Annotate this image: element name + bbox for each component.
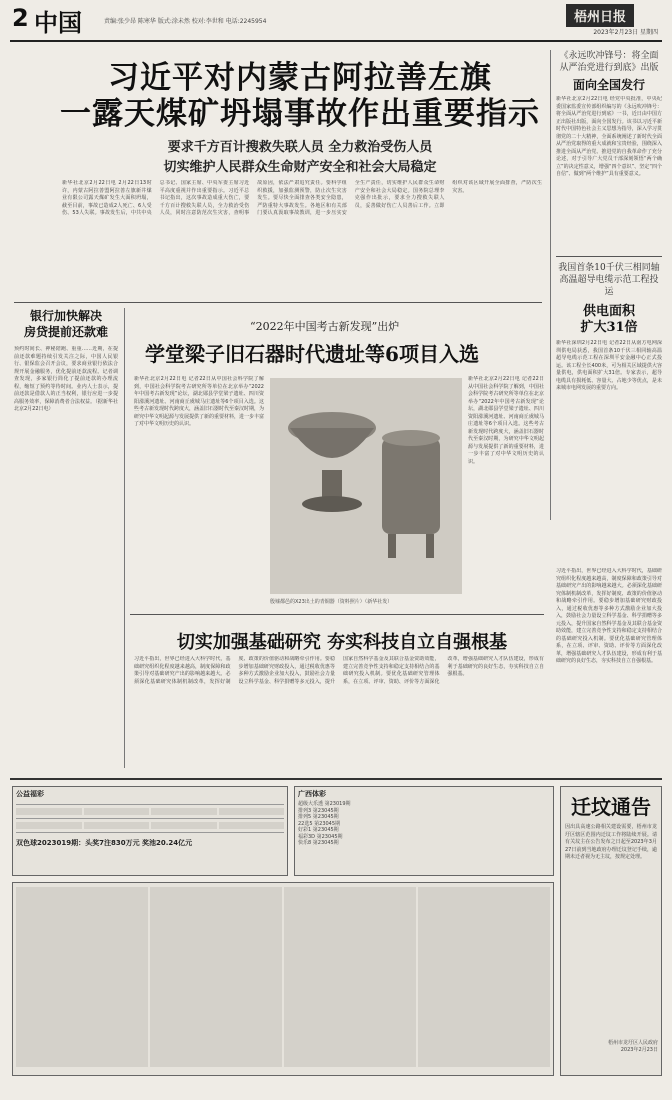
archaeology-body-cont: 新华社北京2月22日电 记者22日从中国社会科学院了解到，中国社会科学院考古研究所等单位在北京举办“2022年中国考古新发现”论坛，湖北郧县学堂梁子遗址、四川资阳濛溪河遗址、河南商丘虞城马庄遗址等6个项目入选。这些考古新发现时代跨度大，涵盖旧石器时代至秦汉时期，为研究中华文明起源与发展提供了新的重要材料，进一步丰富了对中华文明历史的认识。 bbox=[468, 376, 544, 465]
power-news-kicker: 我国首条10千伏三相同轴高温超导电缆示范工程投运 bbox=[558, 263, 660, 297]
divider bbox=[556, 256, 662, 257]
loans-story bbox=[14, 308, 118, 768]
welfare-lottery-ad bbox=[12, 786, 288, 876]
archaeology-body: 新华社北京2月22日电 记者22日从中国社会科学院了解到，中国社会科学院考古研究所等单位在北京举办“2022年中国考古新发现”论坛，湖北郧县学堂梁子遗址、四川资阳濛溪河遗址、河南商丘虞城马庄遗址等6个项目入选。这些考古新发现时代跨度大，涵盖旧石器时代至秦汉时期，为研究中华文明起源与发展提供了新的重要材料，进一步丰富了对中华文明历史的认识。 bbox=[134, 376, 264, 427]
page-number: 2 bbox=[12, 4, 29, 32]
archaeology-headline: 学堂梁子旧石器时代遗址等6项目入选 bbox=[145, 342, 479, 366]
science-body-cont: 习近平指出，世界已经进入大科学时代，基础研究组织化程度越来越高，制度保障和政策引导对基础研究产出的影响越来越大。必须深化基础研究体制机制改革，发挥好制度、政策的价值驱动和战略牵引作用。要稳步增加基础研究财政投入，通过税收优惠等多种方式激励企业加大投入，鼓励社会力量设立科学基金、科学捐赠等多元投入，提升国家自然科学基金及其联合基金资助效能，建立完善竞争性支持和稳定支持相结合的基础研究投入机制。要优化基础研究管理体系，在立项、评审、资助、评价等方面深化改革，增强基础研究人才队伍建设，形成有利于基础研究的良好生态，夯实科技自立自强根基。 bbox=[556, 568, 662, 664]
divider bbox=[130, 614, 544, 615]
notice-sign: 梧州市龙圩区人民政府 bbox=[607, 1040, 658, 1046]
lottery-tables bbox=[12, 882, 554, 1076]
sports-lottery-ad: 广西体彩 超级大乐透 第23019期 排列3 第23045期 排列5 第23045期 22选5 第23045期 好彩1 第23045期 福彩3D 第23045期 快乐8 第23045期 bbox=[294, 786, 554, 876]
notice-title: 迁坟通告 bbox=[571, 795, 651, 819]
divider bbox=[14, 302, 542, 303]
grave-relocation-notice bbox=[560, 786, 662, 1076]
science-body: 习近平指出，世界已经进入大科学时代，基础研究组织化程度越来越高，制度保障和政策引导对基础研究产出的影响越来越大。必须深化基础研究体制机制改革，发挥好制度、政策的价值驱动和战略牵引作用。要稳步增加基础研究财政投入，通过税收优惠等多种方式激励企业加大投入，鼓励社会力量设立科学基金、科学捐赠等多元投入，提升国家自然科学基金及其联合基金资助效能，建立完善竞争性支持和稳定支持相结合的基础研究投入机制。要优化基础研究管理体系，在立项、评审、资助、评价等方面深化改革，增强基础研究人才队伍建设，形成有利于基础研究的良好生态，夯实科技自立自强根基。 bbox=[134, 656, 544, 685]
lead-body: 新华社北京2月22日电 2月22日13时许，内蒙古阿拉善盟阿拉善左旗新井煤业有限公司露天煤矿发生大面积坍塌，截至目前，事故已造成2人死亡、6人受伤、53人失联。事故发生后，中共中央总书记、国家主席、中央军委主席习近平高度重视并作出重要指示。习近平总书记指出，这次事故造成重大伤亡，要千方百计搜救失联人员，全力救治受伤人员，同时注意防范次生灾害，查明事故原因，依法严肃追究责任。要科学组织救援，加强监测预警，防止次生灾害发生。要尽快全面排查各类安全隐患，严防重特大事故发生。各地区和有关部门要认真汲取事故教训，进一步压实安全生产责任，切实维护人民群众生命财产安全和社会大局稳定。国务院总理李克强作出批示，要求全力搜救失联人员，妥善做好伤亡人员善后工作。立即组织对该区域开展全面排查，严防次生灾害。 bbox=[62, 180, 542, 216]
sports-title: 广西体彩 bbox=[298, 790, 326, 798]
loans-title: 银行加快解决 房贷提前还款难 bbox=[23, 309, 108, 339]
lead-headline: 习近平对内蒙古阿拉善左旗 一露天煤矿坍塌事故作出重要指示 bbox=[60, 60, 540, 132]
loans-body: 预约时间长、神秘陪跑、重重……近期，在提前还款难题持续引发关注之际，中国人民银行、银保监会召开会议，要求商业银行依法合规开展金融服务，优化提前还款流程。记者调查发现，多家银行简化了提前还款的办理流程，缩短了预约等待时间。业内人士表示，提前还款是借款人的正当权利，银行应进一步提高服务效率，保障消费者合法权益。（据新华社北京2月22日电） bbox=[14, 346, 118, 412]
power-news-body: 新华社深圳2月22日电 记者22日从南方电网深圳供电局获悉，我国首条10千伏三相同轴高温超导电缆示范工程在深圳平安金融中心正式投运。该工程全长400米，可为相关区域提供大容量供电，供电面积扩大31倍。专家表示，超导电缆具有损耗低、容量大、占地少等优点，是未来城市电网发展的重要方向。 bbox=[556, 340, 662, 391]
lottery-result: 双色球2023019期：头奖7注830万元 奖池20.24亿元 bbox=[16, 839, 193, 847]
lead-subhead-2: 切实维护人民群众生命财产安全和社会大局稳定 bbox=[163, 160, 437, 175]
column-rule bbox=[124, 308, 125, 768]
science-headline: 切实加强基础研究 夯实科技自立自强根基 bbox=[176, 632, 508, 653]
side-news bbox=[556, 50, 662, 252]
side-news-body: 新华社北京2月22日电 经党中央批准，中央纪委国家监委宣传部组织编写的《永远吹冲锋号：将全面从严治党进行到底》一书，近日由中国方正出版社出版，面向全国发行。该书以习近平新时代中国特色社会主义思想为指导，深入学习贯彻党的二十大精神，全面系统阐述了新时代全面从严治党取得的重大成就和宝贵经验，围绕深入推进全面从严治党、推进党的自我革命作了充分论述，对于引导广大党员干部深刻领悟“两个确立”的决定性意义，增强“四个意识”、坚定“四个自信”、做到“两个维护”具有重要意义。 bbox=[556, 96, 662, 177]
header-rule bbox=[10, 40, 662, 42]
lead-subhead-1: 要求千方百计搜救失联人员 全力救治受伤人员 bbox=[167, 140, 433, 155]
masthead-logo: 梧州日报 bbox=[566, 4, 634, 27]
side-news-title: 面向全国发行 bbox=[572, 78, 645, 92]
issue-date: 2023年2月23日 星期四 bbox=[593, 29, 658, 36]
notice-date: 2023年2月23日 bbox=[620, 1046, 658, 1053]
welfare-title: 公益福彩 bbox=[16, 790, 44, 798]
bronze-artifacts-photo bbox=[270, 378, 462, 594]
archaeology-kicker: “2022年中国考古新发现”出炉 bbox=[250, 320, 400, 333]
section-rule bbox=[10, 778, 662, 780]
column-rule bbox=[550, 50, 551, 520]
page-header bbox=[0, 0, 672, 46]
staff-credits: 责编:张少昂 陈寒华 版式:涂未然 校对:李世和 电话:2245954 bbox=[104, 18, 267, 25]
section-title: 中国 bbox=[34, 9, 82, 37]
power-news bbox=[556, 262, 662, 562]
artifact-illustration bbox=[270, 378, 462, 594]
notice-body: 因出具高速公路相关建设需要，梧州市龙圩区辖区范围内迁坟工作将陆续开展。请有关坟主在公告发布之日起至2023年3月27日前到当地政府办理迁坟登记手续，逾期未迁者视为无主坟，按规定处理。 bbox=[565, 824, 657, 860]
photo-caption: 殷墟都邑的X23出土的青铜器（资料照片）（新华社发） bbox=[270, 599, 393, 605]
power-news-title: 供电面积 扩大31倍 bbox=[580, 304, 638, 335]
side-news-kicker: 《永远吹冲锋号：将全面从严治党进行到底》出版 bbox=[559, 51, 659, 73]
